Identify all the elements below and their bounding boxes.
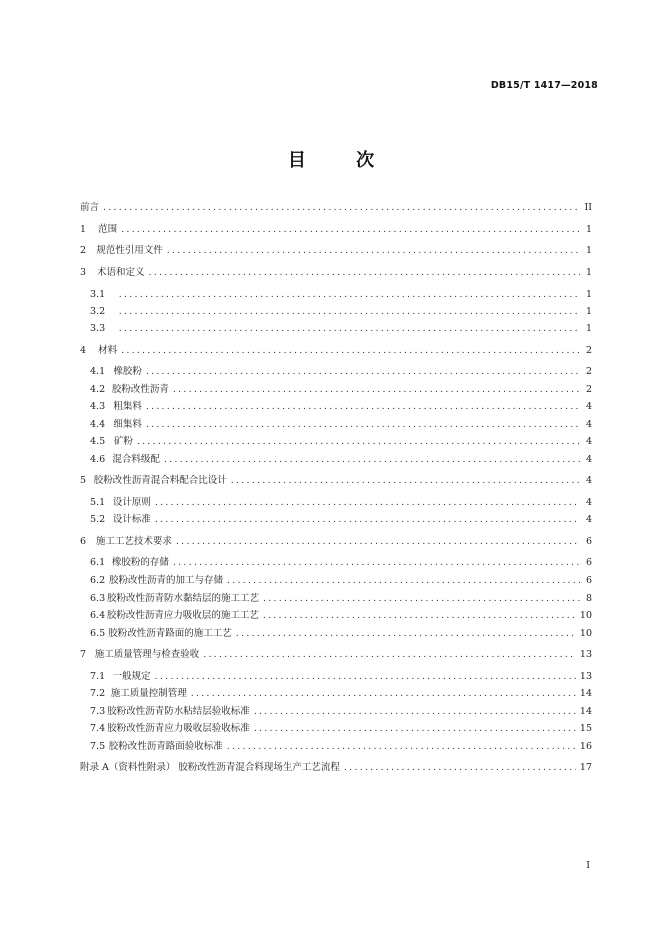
toc-entry-number: 4 [80,345,87,356]
toc-leader-dots [121,344,580,358]
toc-leader-dots [203,648,576,662]
toc-entry[interactable] [90,705,592,719]
toc-entry[interactable] [80,266,592,280]
toc-entry[interactable] [90,496,592,510]
toc-leader-dots [227,574,580,588]
toc-leader-dots [176,535,580,549]
toc-entry-page: 4 [585,497,592,508]
toc-entry-page: 6 [585,536,592,547]
toc-leader-dots [155,513,580,527]
toc-entry-page: 1 [585,323,592,334]
toc-leader-dots [173,556,580,570]
toc-entry-number: 7.1 [90,671,106,682]
toc-entry-label: 设计标准 [112,514,151,525]
toc-leader-dots [263,609,576,623]
toc-entry[interactable] [80,201,592,215]
toc-entry-page: 14 [579,706,592,717]
toc-entry-label: 矿粉 [113,436,133,447]
toc-entry-label: 胶粉改性沥青 [111,384,169,395]
toc-entry-number: 3.2 [90,306,106,317]
page-title: 目 次 [287,150,397,171]
toc-entry-label: 施工工艺技术要求 [95,536,172,547]
toc-entry-label: 胶粉改性沥青的加工与存储 [108,575,223,586]
toc-leader-dots [254,722,576,736]
toc-leader-dots [173,383,580,397]
toc-entry-number: 4.3 [90,401,106,412]
toc-entry-label: 胶粉改性沥青混合料配合比设计 [93,475,227,486]
toc-entry-page: 1 [585,245,592,256]
toc-entry[interactable] [80,535,592,549]
toc-entry-number: 4.6 [90,454,106,465]
toc-entry-number: 5.2 [90,514,106,525]
toc-leader-dots [155,670,576,684]
toc-entry[interactable] [90,513,592,527]
toc-entry-page: 1 [585,267,592,278]
toc-entry[interactable] [90,687,592,701]
toc-leader-dots [119,288,580,302]
toc-entry-page: 13 [579,671,592,682]
toc-leader-dots [119,322,580,336]
toc-entry-label: 橡胶粉 [113,366,142,377]
toc-entry-number: 4.2 [90,384,106,395]
toc-entry[interactable] [90,322,592,336]
toc-entry-number: 7 [80,649,87,660]
toc-entry-number: 3 [80,267,87,278]
toc-leader-dots [155,496,580,510]
toc-entry[interactable] [90,453,592,467]
toc-entry-label: 粗集料 [113,401,142,412]
toc-leader-dots [164,453,580,467]
toc-entry[interactable] [90,556,592,570]
toc-leader-dots [191,687,576,701]
toc-entry-label: 胶粉改性沥青防水粘结层验收标准 [107,706,250,717]
toc-entry-label: 术语和定义 [97,267,145,278]
toc-leader-dots [254,705,576,719]
toc-entry[interactable] [90,670,592,684]
toc-entry-page: 4 [585,454,592,465]
toc-entry-page: 6 [585,575,592,586]
toc-entry-number: 6.5 [90,628,106,639]
toc-entry-number: 6.1 [90,557,106,568]
toc-entry-page: 1 [585,289,592,300]
toc-entry[interactable] [90,288,592,302]
toc-entry-page: 2 [585,366,592,377]
toc-entry-label: 前言 [80,202,100,213]
toc-entry-label: 胶粉改性沥青应力吸收层验收标准 [107,723,250,734]
toc-entry-label: 规范性引用文件 [96,245,163,256]
toc-entry-label: 附录 A（资料性附录） 胶粉改性沥青混合料现场生产工艺流程 [80,762,340,773]
toc-entry-label: 胶粉改性沥青防水黏结层的施工工艺 [107,593,260,604]
toc-leader-dots [146,418,580,432]
toc-entry-page: 8 [585,593,592,604]
toc-entry-label: 一般规定 [112,671,151,682]
toc-entry-number: 7.5 [90,741,106,752]
toc-leader-dots [149,266,580,280]
toc-leader-dots [344,761,576,775]
toc-entry[interactable] [80,474,592,488]
toc-entry[interactable] [90,305,592,319]
toc-entry-label: 胶粉改性沥青路面的施工工艺 [108,628,232,639]
toc-entry[interactable] [90,574,592,588]
toc-entry-page: 1 [585,224,592,235]
toc-entry-number: 5 [80,475,87,486]
toc-entry-page: 6 [585,557,592,568]
toc-entry[interactable] [90,418,592,432]
toc-entry-number: 7.4 [90,723,106,734]
toc-entry-label: 胶粉改性沥青路面验收标准 [108,741,223,752]
toc-entry-label: 混合料级配 [112,454,160,465]
toc-entry[interactable] [90,365,592,379]
toc-entry[interactable] [80,761,592,775]
toc-leader-dots [103,201,580,215]
toc-entry-number: 7.2 [90,688,106,699]
toc-entry-page: 4 [585,436,592,447]
toc-leader-dots [137,435,580,449]
toc-entry[interactable] [90,609,592,623]
toc-entry-page: 2 [585,345,592,356]
toc-entry-page: 14 [579,688,592,699]
toc-leader-dots [263,592,580,606]
toc-entry-label: 材料 [98,345,118,356]
toc-leader-dots [146,365,580,379]
toc-leader-dots [227,740,576,754]
toc-entry-page: 1 [585,306,592,317]
toc-entry-page: 10 [579,628,592,639]
toc-entry-page: 17 [579,762,592,773]
toc-entry[interactable] [80,648,592,662]
toc-leader-dots [121,223,580,237]
toc-entry-number: 4.5 [90,436,106,447]
toc-entry-number: 2 [80,245,87,256]
toc-entry-label: 施工质量控制管理 [110,688,187,699]
toc-leader-dots [231,474,580,488]
toc-entry-number: 5.1 [90,497,106,508]
toc-entry-number: 7.3 [90,706,106,717]
toc-entry[interactable] [90,400,592,414]
toc-entry-label: 范围 [98,224,118,235]
toc-entry[interactable] [80,344,592,358]
toc-entry-number: 1 [80,224,87,235]
toc-entry[interactable] [90,592,592,606]
toc-entry-number: 6 [80,536,87,547]
toc-entry[interactable] [90,435,592,449]
toc-entry-label: 橡胶粉的存储 [111,557,169,568]
toc-entry-page: 4 [585,401,592,412]
document-code: DB15/T 1417—2018 [490,80,598,91]
toc-entry-page: 2 [585,384,592,395]
toc-entry-label: 胶粉改性沥青应力吸收层的施工工艺 [106,610,259,621]
toc-entry[interactable] [90,627,592,641]
toc-entry-page: 4 [585,514,592,525]
toc-entry-label: 施工质量管理与检查验收 [94,649,200,660]
toc-entry-page: 10 [579,610,592,621]
toc-entry-page: 4 [585,475,592,486]
toc-entry-number: 3.3 [90,323,106,334]
toc-leader-dots [167,244,580,258]
toc-entry[interactable] [90,383,592,397]
toc-entry-number: 6.3 [90,593,106,604]
toc-entry-label: 设计原则 [112,497,151,508]
toc-entry-number: 3.1 [90,289,106,300]
toc-entry-number: 6.2 [90,575,106,586]
toc-leader-dots [146,400,580,414]
toc-entry[interactable] [90,740,592,754]
toc-entry[interactable] [80,223,592,237]
toc-leader-dots [236,627,576,641]
toc-entry-page: II [584,202,592,213]
toc-entry-number: 6.4 [90,610,106,621]
toc-entry-page: 4 [585,419,592,430]
toc-entry-page: 13 [579,649,592,660]
toc-entry-page: 15 [579,723,592,734]
toc-entry-number: 4.1 [90,366,106,377]
toc-entry[interactable] [80,244,592,258]
toc-entry-page: 16 [579,741,592,752]
toc-entry-label: 细集料 [113,419,142,430]
page-number: I [586,860,590,871]
toc-entry-number: 4.4 [90,419,106,430]
toc-entry[interactable] [90,722,592,736]
toc-leader-dots [119,305,580,319]
